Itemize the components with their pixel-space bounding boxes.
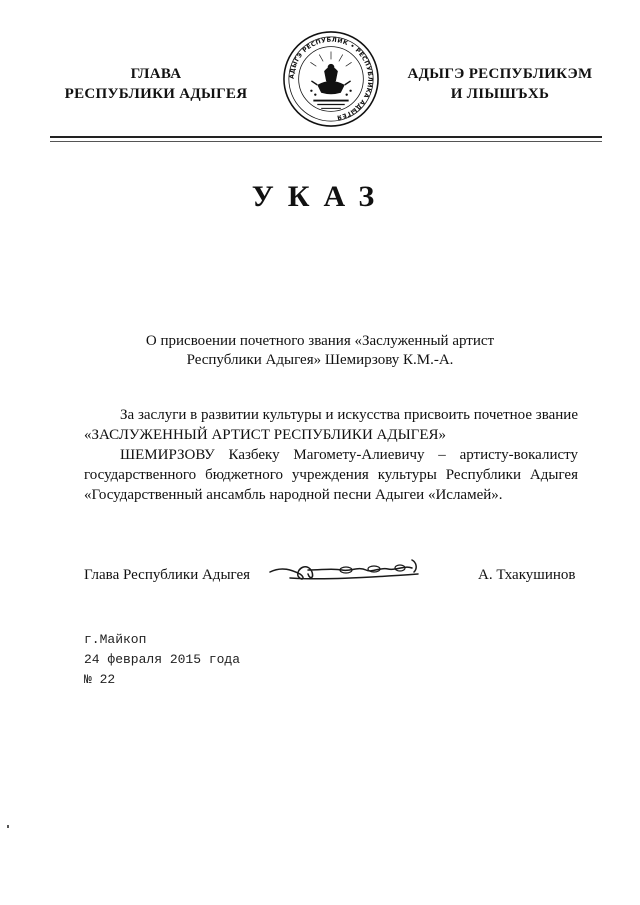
header-divider-thick bbox=[50, 136, 602, 138]
header-right-title bbox=[384, 64, 616, 104]
scan-speck bbox=[7, 825, 9, 828]
document-title: УКАЗ bbox=[251, 180, 389, 213]
header-left-line2: РЕСПУБЛИКИ АДЫГЕЯ bbox=[64, 86, 248, 102]
handwritten-signature bbox=[262, 548, 432, 588]
header-left-line1: ГЛАВА bbox=[130, 66, 182, 82]
subject-line2: Республики Адыгея» Шемирзову К.М.-А. bbox=[186, 352, 454, 368]
decree-subject bbox=[120, 332, 520, 370]
header-left-title bbox=[40, 64, 272, 104]
footer-date: 24 февраля 2015 года bbox=[84, 652, 241, 667]
footer-city: г.Майкоп bbox=[84, 632, 147, 647]
header-right-line1: АДЫГЭ РЕСПУБЛИКЭМ bbox=[407, 66, 593, 82]
signatory-name: А. Тхакушинов bbox=[478, 567, 576, 583]
coat-of-arms-icon bbox=[282, 30, 380, 128]
body-paragraph-1: За заслуги в развитии культуры и искусства присвоить почетное звание «ЗАСЛУЖЕННЫЙ АРТИСТ РЕСПУБЛИКИ АДЫГЕЯ» bbox=[84, 407, 578, 443]
emblem-ring-text: АДЫГЭ РЕСПУБЛИК • РЕСПУБЛИКА АДЫГЕЯ bbox=[288, 36, 374, 121]
signatory-position: Глава Республики Адыгея bbox=[84, 567, 251, 583]
decree-footer bbox=[84, 630, 240, 690]
header-right-line2: И ЛІЫШЪХЬ bbox=[450, 86, 550, 102]
header-divider-thin bbox=[50, 141, 602, 142]
subject-line1: О присвоении почетного звания «Заслуженный артист bbox=[145, 333, 495, 349]
decree-body bbox=[84, 405, 578, 505]
body-paragraph-2: ШЕМИРЗОВУ Казбеку Магомету-Алиевичу – артисту-вокалисту государственного бюджетного учреждения культуры Республики Адыгея «Государственный ансамбль народной песни Адыгеи «Исламей». bbox=[84, 447, 578, 503]
footer-number: № 22 bbox=[84, 672, 116, 687]
